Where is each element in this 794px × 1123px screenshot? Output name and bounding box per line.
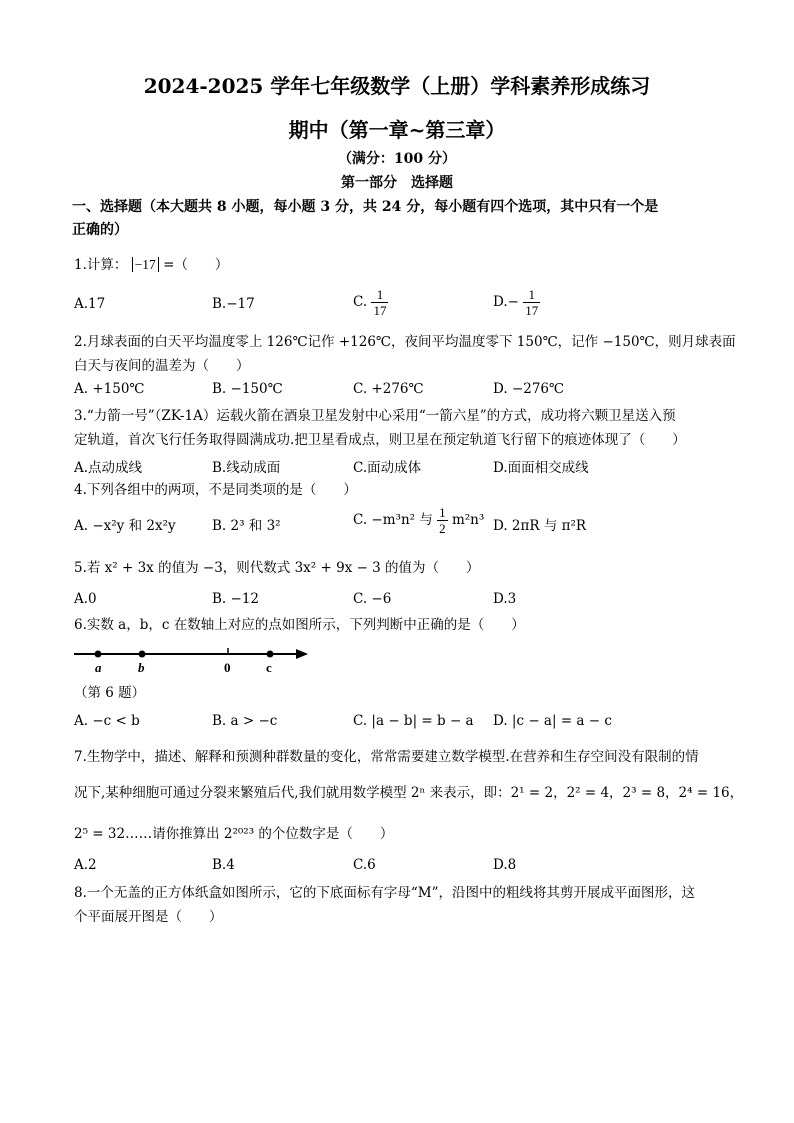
q1-d-fraction <box>523 287 540 318</box>
q4-c-postfix: m²n³ <box>451 512 485 528</box>
q2-option-d: D. −276℃ <box>493 381 565 397</box>
label-c: c <box>266 660 272 675</box>
point-a <box>95 651 102 658</box>
exam-title: 2024-2025 学年七年级数学（上册）学科素养形成练习 <box>143 74 651 98</box>
q7-option-b: B.4 <box>212 857 235 873</box>
q5-option-b: B. −12 <box>212 591 259 607</box>
q1-option-b: B.−17 <box>212 296 255 312</box>
q8-line-1: 8.一个无盖的正方体纸盒如图所示，它的下底面标有字母“M”，沿图中的粗线将其剪开展成平面图形，这 <box>74 885 696 901</box>
q4-option-d: D. 2πR 与 π²R <box>493 518 587 534</box>
q1-d-num: 1 <box>523 287 540 303</box>
q6-caption: （第 6 题） <box>74 685 146 701</box>
q4-c-fraction <box>437 505 448 536</box>
q1-option-d <box>493 287 540 318</box>
q1-eq: =（ ） <box>163 257 229 273</box>
q3-option-b: B.线动成面 <box>212 460 281 476</box>
full-score: （满分：100 分） <box>337 151 457 167</box>
label-a: a <box>95 660 102 675</box>
q5-stem: 5.若 x² + 3x 的值为 −3，则代数式 3x² + 9x − 3 的值为（ ） <box>74 560 480 576</box>
question-1 <box>74 255 734 275</box>
q5-option-d: D.3 <box>493 591 517 607</box>
q6-option-c: C. |a − b| = b − a <box>353 713 474 729</box>
q1-stem: 1.计算： <box>74 257 128 273</box>
q2-option-b: B. −150℃ <box>212 381 283 397</box>
q2-line-1: 2.月球表面的白天平均温度零上 126℃记作 +126℃，夜间平均温度零下 150℃，记作 −150℃，则月球表面 <box>74 334 736 350</box>
part-heading: 第一部分 选择题 <box>341 175 453 191</box>
q1-c-num: 1 <box>371 287 388 303</box>
q2-line-2: 白天与夜间的温差为（ ） <box>74 358 250 374</box>
q1-d-den: 17 <box>525 303 539 318</box>
q7-line-1: 7.生物学中，描述、解释和预测种群数量的变化，常常需要建立数学模型.在营养和生存空间没有限制的情 <box>74 749 699 765</box>
q8-line-2: 个平面展开图是（ ） <box>74 909 223 925</box>
q3-line-2: 定轨道，首次飞行任务取得圆满成功.把卫星看成点，则卫星在预定轨道飞行留下的痕迹体现了（ ） <box>74 432 686 448</box>
q7-option-c: C.6 <box>353 857 376 873</box>
q1-c-prefix: C. <box>353 294 368 310</box>
q2-option-c: C. +276℃ <box>353 381 424 397</box>
q1-option-a: A.17 <box>74 296 106 312</box>
q1-c-fraction <box>371 287 388 318</box>
q7-option-d: D.8 <box>493 857 517 873</box>
q1-option-c <box>353 287 388 318</box>
q3-option-a: A.点动成线 <box>74 460 143 476</box>
number-line-arrow <box>296 649 308 659</box>
exam-subtitle: 期中（第一章~第三章） <box>288 118 506 142</box>
q5-option-a: A.0 <box>74 591 97 607</box>
q5-option-c: C. −6 <box>353 591 392 607</box>
number-line-figure <box>72 644 312 676</box>
q4-option-c <box>353 505 484 536</box>
label-b: b <box>138 660 145 675</box>
section-line-2: 正确的） <box>72 222 128 238</box>
section-heading <box>72 196 732 242</box>
q6-option-d: D. |c − a| = a − c <box>493 713 612 729</box>
q1-d-prefix: D.− <box>493 294 519 310</box>
q7-line-3: 2⁵ = 32……请你推算出 2²⁰²³ 的个位数字是（ ） <box>74 826 394 842</box>
q4-c-prefix: C. −m³n² 与 <box>353 512 433 528</box>
q4-c-num: 1 <box>439 505 446 520</box>
q6-option-b: B. a > −c <box>212 713 278 729</box>
q2-option-a: A. +150℃ <box>74 381 145 397</box>
q1-abs-expr: −17 <box>132 257 159 272</box>
q3-option-d: D.面面相交成线 <box>493 460 589 476</box>
q4-c-den: 2 <box>439 521 446 536</box>
label-zero: 0 <box>224 660 231 675</box>
q7-line-2: 况下,某种细胞可通过分裂来繁殖后代,我们就用数学模型 2ⁿ 来表示，即：2¹ = 2，2² = 4，2³ = 8，2⁴ = 16， <box>74 785 744 801</box>
q4-stem: 4.下列各组中的两项，不是同类项的是（ ） <box>74 482 357 498</box>
q6-stem: 6.实数 a，b，c 在数轴上对应的点如图所示，下列判断中正确的是（ ） <box>74 617 525 633</box>
q1-c-den: 17 <box>373 303 387 318</box>
q3-line-1: 3.“力箭一号”（ZK-1A）运载火箭在酒泉卫星发射中心采用“一箭六星”的方式，成功将六颗卫星送入预 <box>74 408 676 424</box>
q4-option-a: A. −x²y 和 2x²y <box>74 518 176 534</box>
point-c <box>267 651 274 658</box>
q6-option-a: A. −c < b <box>74 713 140 729</box>
q4-option-b: B. 2³ 和 3² <box>212 518 281 534</box>
q7-option-a: A.2 <box>74 857 97 873</box>
section-line-1: 一、选择题（本大题共 8 小题，每小题 3 分，共 24 分，每小题有四个选项，其中只有一个是 <box>72 199 659 215</box>
point-b <box>139 651 146 658</box>
q3-option-c: C.面动成体 <box>353 460 422 476</box>
